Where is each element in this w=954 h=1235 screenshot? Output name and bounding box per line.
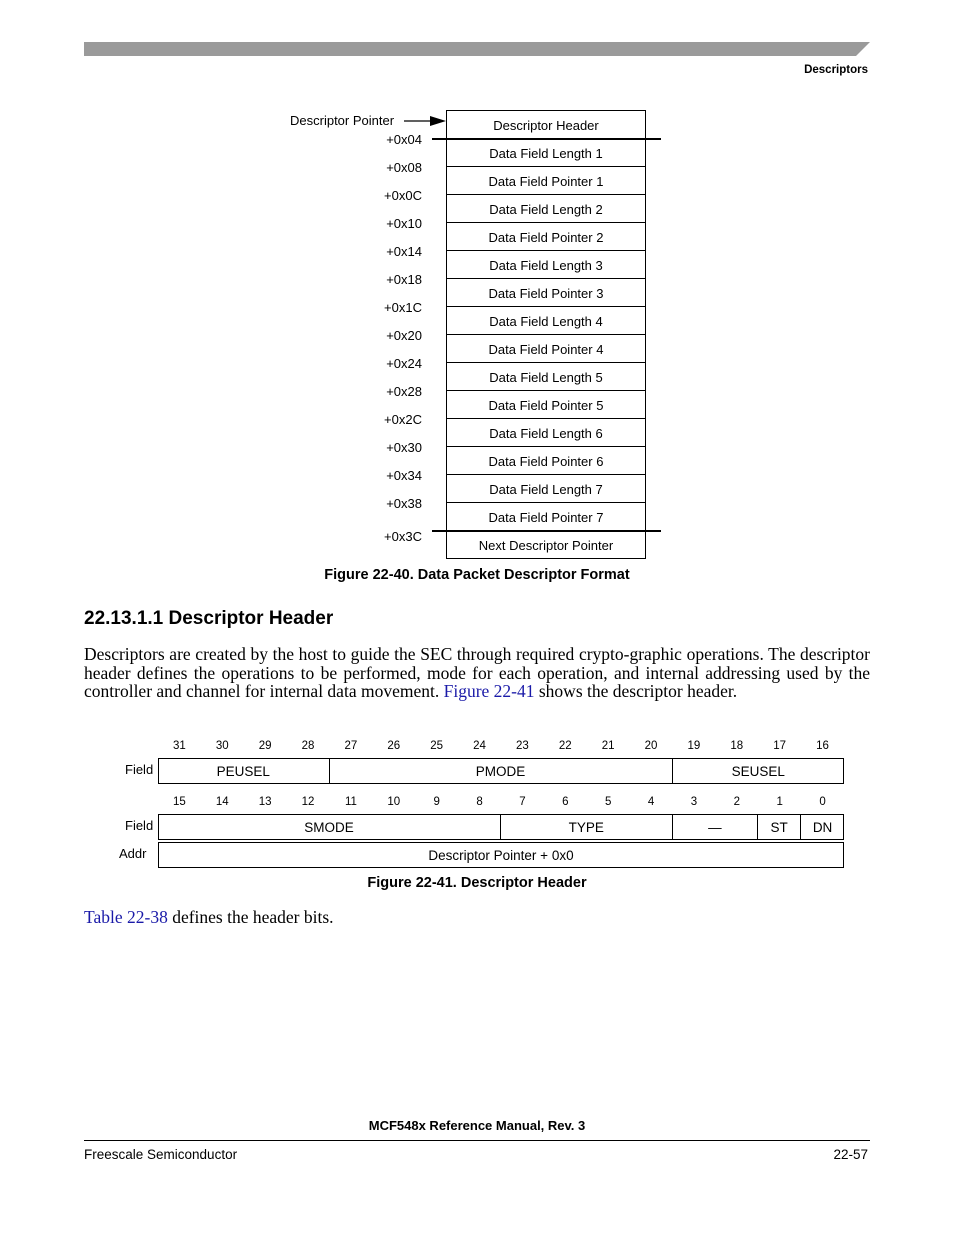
address-offset: +0x3C	[384, 529, 422, 544]
field-row-label: Field	[125, 818, 154, 833]
address-offset: +0x14	[386, 244, 422, 259]
row-divider	[446, 474, 646, 475]
descriptor-field: Data Field Length 1	[489, 146, 603, 161]
address-offset: +0x38	[386, 496, 422, 511]
footer-divider	[84, 1140, 870, 1141]
descriptor-field: Data Field Pointer 3	[488, 286, 604, 301]
row-divider	[446, 418, 646, 419]
descriptor-field: Data Field Length 4	[489, 314, 603, 329]
bit-number: 19	[687, 740, 701, 752]
row-divider	[446, 222, 646, 223]
header-bar	[84, 42, 870, 56]
bit-number: 4	[647, 796, 655, 808]
row-divider	[446, 278, 646, 279]
register-field: SEUSEL	[731, 763, 785, 779]
row-divider	[446, 390, 646, 391]
address-offset: +0x20	[386, 328, 422, 343]
row-divider	[432, 138, 661, 140]
bit-number: 18	[730, 740, 744, 752]
bit-number: 6	[562, 796, 569, 808]
descriptor-field: Data Field Pointer 5	[488, 398, 604, 413]
bit-number: 15	[173, 796, 186, 808]
address-offset: +0x24	[386, 356, 422, 371]
bit-number: 31	[173, 740, 186, 752]
descriptor-field: Data Field Length 6	[489, 426, 603, 441]
address-offset: +0x18	[386, 272, 422, 287]
row-divider	[446, 110, 646, 111]
figure-22-41-link[interactable]: Figure 22-41	[443, 681, 535, 701]
register-upper-fields	[158, 758, 844, 784]
company-name: Freescale Semiconductor	[84, 1147, 238, 1162]
register-field: SMODE	[158, 815, 501, 839]
row-divider	[446, 334, 646, 335]
descriptor-field: Data Field Pointer 6	[488, 454, 604, 469]
bit-number: 7	[519, 796, 526, 808]
descriptor-field: Data Field Pointer 2	[488, 230, 604, 245]
register-field: PMODE	[330, 759, 673, 783]
descriptor-field: Data Field Length 3	[489, 258, 603, 273]
descriptor-field: Data Field Length 7	[489, 482, 603, 497]
descriptor-field: Data Field Length 5	[489, 370, 603, 385]
address-offset: +0x28	[386, 384, 422, 399]
row-divider	[446, 446, 646, 447]
bit-number: 25	[430, 740, 444, 752]
bit-number: 29	[258, 740, 272, 752]
row-divider	[446, 250, 646, 251]
section-title: 22.13.1.1 Descriptor Header	[84, 608, 334, 629]
row-divider	[446, 194, 646, 195]
bit-number: 23	[516, 740, 529, 752]
address-offset: +0x1C	[384, 300, 422, 315]
addr-row-label: Addr	[119, 846, 147, 861]
bit-number: 2	[733, 796, 741, 808]
table-22-38-link[interactable]: Table 22-38	[84, 907, 168, 927]
bit-number: 17	[773, 740, 787, 752]
figure-41-caption: Figure 22-41. Descriptor Header	[367, 875, 587, 891]
register-lower-fields	[158, 814, 844, 840]
bit-number: 9	[433, 796, 440, 808]
paragraph-text-end: shows the descriptor header.	[534, 681, 738, 701]
bit-number: 20	[644, 740, 658, 752]
pointer-arrow-icon	[404, 113, 448, 129]
bit-number: 14	[215, 796, 229, 808]
address-offset: +0x30	[386, 440, 422, 455]
bit-number: 26	[387, 740, 401, 752]
row-divider	[446, 558, 646, 559]
address-offset: +0x08	[386, 160, 422, 175]
descriptor-field: Descriptor Header	[493, 118, 599, 133]
register-addr-row	[158, 842, 844, 868]
row-divider	[446, 502, 646, 503]
register-field: PEUSEL	[158, 759, 330, 783]
bit-number: 8	[476, 796, 483, 808]
row-divider	[432, 530, 661, 532]
row-divider	[446, 362, 646, 363]
bit-number: 5	[604, 796, 612, 808]
bit-number: 0	[819, 796, 826, 808]
bit-number: 30	[215, 740, 229, 752]
bit-number: 1	[776, 796, 783, 808]
register-field: DN	[812, 819, 833, 835]
descriptor-field: Data Field Pointer 7	[488, 510, 604, 525]
addr-value: Descriptor Pointer + 0x0	[428, 847, 574, 863]
descriptor-pointer-label: Descriptor Pointer	[290, 113, 395, 128]
row-divider	[446, 166, 646, 167]
bit-number: 22	[558, 740, 572, 752]
row-divider	[446, 306, 646, 307]
register-field: ST	[758, 815, 801, 839]
field-row-label: Field	[125, 762, 154, 777]
table-reference-paragraph	[84, 907, 334, 928]
descriptor-field: Data Field Pointer 1	[488, 174, 604, 189]
bit-number: 16	[816, 740, 829, 752]
bit-number: 12	[301, 796, 315, 808]
address-offset: +0x10	[386, 216, 422, 231]
address-offset: +0x34	[386, 468, 422, 483]
bit-number: 3	[690, 796, 698, 808]
paragraph-text: Descriptors are created by the host to guide the SEC through required crypto-graphic operations. The descriptor header defines the operations to be performed, mode for each operation, and internal addressing used by the controller and channel for internal data movement.	[84, 644, 870, 701]
bit-number: 11	[344, 796, 357, 808]
address-offset: +0x2C	[384, 412, 422, 427]
register-field: TYPE	[501, 815, 673, 839]
bit-number: 10	[387, 796, 401, 808]
manual-title: MCF548x Reference Manual, Rev. 3	[368, 1118, 586, 1133]
figure-40-caption: Figure 22-40. Data Packet Descriptor Format	[324, 567, 630, 583]
descriptor-field: Next Descriptor Pointer	[478, 538, 614, 553]
bit-number: 27	[344, 740, 358, 752]
descriptor-field: Data Field Length 2	[489, 202, 603, 217]
bit-number: 24	[473, 740, 486, 752]
body-paragraph	[84, 645, 870, 701]
address-offset: +0x04	[386, 132, 422, 147]
bit-number: 28	[301, 740, 315, 752]
page-number: 22-57	[833, 1147, 868, 1162]
address-offset: +0x0C	[384, 188, 422, 203]
register-field: —	[673, 815, 759, 839]
table-reference-text: defines the header bits.	[167, 907, 334, 927]
bit-number: 13	[258, 796, 272, 808]
descriptor-field: Data Field Pointer 4	[488, 342, 604, 357]
section-header-label: Descriptors	[804, 64, 868, 76]
bit-number: 21	[601, 740, 615, 752]
